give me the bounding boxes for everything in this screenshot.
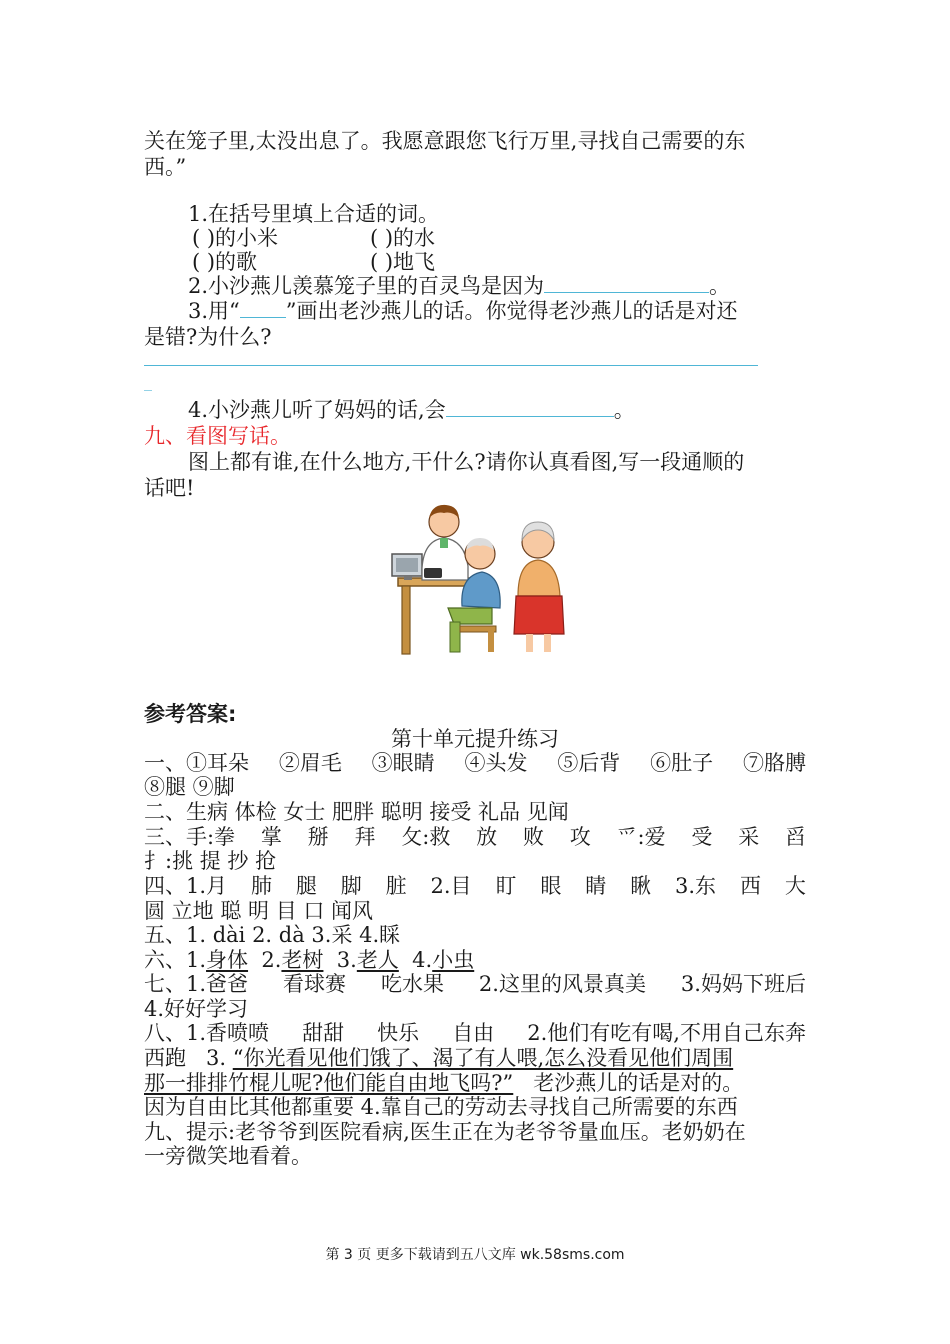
answer-9-word-4: 小虫: [432, 948, 475, 972]
answer-l4-item-3: 拜: [354, 825, 376, 849]
answer-l10-item-2: 吃水果: [380, 972, 444, 996]
question-2: [188, 274, 730, 298]
answer-line-2: ⑧腿 ⑨脚: [144, 775, 235, 799]
answer-line-6: [144, 874, 806, 898]
answer-l6-item-5: 2.目: [430, 874, 472, 898]
answer-line-3: 二、生病 体检 女士 肥胖 聪明 接受 礼品 见闻: [144, 800, 569, 824]
answer-line-15: 因为自由比其他都重要 4.靠自己的劳动去寻找自己所需要的东西: [144, 1095, 738, 1119]
answer-l4-item-2: 掰: [307, 825, 329, 849]
answers-title: 第十单元提升练习: [391, 727, 559, 751]
q3-answer-line-tail: _: [144, 372, 152, 391]
answer-l1-item-2: ③眼睛: [371, 751, 435, 775]
answer-line-5: 扌:挑 提 抄 抢: [144, 849, 277, 873]
question-3-cont: 是错?为什么?: [144, 325, 272, 349]
question-3-text-a: 3.用“: [188, 299, 240, 323]
answer-line-11: 4.好好学习: [144, 997, 249, 1021]
answer-l6-item-0: 四、1.月: [144, 874, 228, 898]
answer-line-13: [144, 1046, 733, 1070]
answer-l4-item-8: 爫:爱: [616, 825, 666, 849]
question-3-text-b: ”画出老沙燕儿的话。你觉得老沙燕儿的话是对还: [285, 299, 738, 323]
answer-row-12-items: [144, 1021, 806, 1045]
answer-line-4: [144, 825, 806, 849]
answer-l6-item-2: 腿: [295, 874, 317, 898]
answer-line-14: [144, 1071, 743, 1095]
answer-9-sep-2: 3.: [323, 948, 357, 972]
answer-l4-item-5: 放: [476, 825, 498, 849]
answers-heading: 参考答案:: [144, 702, 237, 726]
answer-l4-item-6: 败: [522, 825, 544, 849]
answer-line-10: [144, 972, 806, 996]
q2-answer-line[interactable]: [544, 274, 709, 293]
answer-row-1-items: [144, 751, 806, 775]
answer-l10-item-0: 七、1.爸爸: [144, 972, 249, 996]
answer-row-10-items: [144, 972, 806, 996]
answer-l1-item-0: 一、①耳朵: [144, 751, 249, 775]
answer-13-prefix: 西跑 3.: [144, 1046, 233, 1070]
question-1: 1.在括号里填上合适的词。: [188, 202, 440, 226]
answer-l10-item-1: 看球赛: [283, 972, 346, 996]
q1-blank-b: ( )的水: [370, 226, 436, 250]
answer-l6-item-4: 脏: [385, 874, 407, 898]
answer-l6-item-11: 西: [739, 874, 761, 898]
answer-l6-item-12: 大: [784, 874, 806, 898]
answer-l6-item-3: 脚: [340, 874, 362, 898]
answer-9-word-3: 老人: [356, 948, 399, 972]
answer-l12-item-1: 甜甜: [302, 1021, 345, 1045]
answer-line-7: 圆 立地 聪 明 目 口 闻风: [144, 899, 374, 923]
passage-line-1: 关在笼子里,太没出息了。我愿意跟您飞行万里,寻找自己需要的东: [144, 129, 746, 153]
answer-line-12: [144, 1021, 806, 1045]
answer-l4-item-0: 三、手:拳: [144, 825, 236, 849]
answer-9-sep-3: 4.: [398, 948, 433, 972]
q3-answer-line[interactable]: [144, 365, 758, 366]
answer-14-quote: 那一排排竹棍儿呢?他们能自由地飞吗?”: [144, 1071, 514, 1095]
answer-13-quote: “你光看见他们饿了、渴了有人喂,怎么没看见他们周围: [232, 1046, 734, 1070]
q1-blank-a: ( )的小米: [192, 226, 279, 250]
answer-l6-item-6: 盯: [495, 874, 517, 898]
answer-line-16: 九、提示:老爷爷到医院看病,医生正在为老爷爷量血压。老奶奶在: [144, 1120, 746, 1144]
answer-line-17: 一旁微笑地看着。: [144, 1144, 312, 1168]
section-9-prompt-2: 话吧!: [144, 476, 195, 500]
answer-9-word-2: 老树: [281, 948, 324, 972]
answer-l12-item-4: 2.他们有吃有喝,不用自己东奔: [527, 1021, 806, 1045]
passage-line-2: 西。”: [144, 155, 187, 179]
question-3: [188, 299, 738, 323]
answer-row-6-items: [144, 874, 806, 898]
answer-l6-item-9: 瞅: [630, 874, 652, 898]
answer-l6-item-10: 3.东: [675, 874, 717, 898]
answer-line-1: [144, 751, 806, 775]
answer-l12-item-0: 八、1.香喷喷: [144, 1021, 270, 1045]
answer-line-9: [144, 948, 474, 972]
q3-underline-sample: [240, 299, 286, 318]
answer-l1-item-5: ⑥肚子: [650, 751, 714, 775]
answer-l1-item-6: ⑦胳膊: [742, 751, 806, 775]
section-9-prompt-1: 图上都有谁,在什么地方,干什么?请你认真看图,写一段通顺的: [188, 450, 745, 474]
answer-line-8: 五、1. dài 2. dà 3.采 4.睬: [144, 923, 401, 947]
q1-blank-d: ( )地飞: [370, 250, 436, 274]
answer-l1-item-3: ④头发: [464, 751, 528, 775]
answer-l4-item-10: 采: [738, 825, 760, 849]
q4-answer-line[interactable]: [446, 398, 614, 417]
answer-14-rest: 老沙燕儿的话是对的。: [513, 1071, 744, 1095]
answer-l6-item-8: 睛: [585, 874, 607, 898]
answer-9-prefix: 六、1.: [144, 948, 207, 972]
question-2-end: 。: [709, 274, 731, 298]
answer-l4-item-7: 攻: [569, 825, 591, 849]
answer-l12-item-3: 自由: [452, 1021, 495, 1045]
answer-9-word-1: 身体: [206, 948, 249, 972]
answer-9-sep-1: 2.: [248, 948, 282, 972]
doctor-illustration: [388, 496, 566, 656]
answer-l10-item-3: 2.这里的风景真美: [478, 972, 646, 996]
question-2-text: 2.小沙燕儿羡慕笼子里的百灵鸟是因为: [188, 274, 545, 298]
answer-l1-item-1: ②眉毛: [278, 751, 342, 775]
answer-row-4-items: [144, 825, 806, 849]
answer-l4-item-4: 攵:救: [401, 825, 451, 849]
answer-l6-item-7: 眼: [540, 874, 562, 898]
question-4-text: 4.小沙燕儿听了妈妈的话,会: [188, 398, 446, 422]
answer-l10-item-4: 3.妈妈下班后: [680, 972, 806, 996]
answer-l1-item-4: ⑤后背: [557, 751, 621, 775]
answer-l4-item-9: 受: [691, 825, 713, 849]
answer-l4-item-1: 掌: [260, 825, 282, 849]
q1-blank-c: ( )的歌: [192, 250, 258, 274]
answer-l6-item-1: 肺: [250, 874, 272, 898]
question-4: [188, 398, 635, 422]
question-4-end: 。: [613, 398, 635, 422]
section-9-title: 九、看图写话。: [144, 424, 291, 448]
page-footer: 第 3 页 更多下载请到五八文库 wk.58sms.com: [325, 1247, 625, 1263]
answer-l4-item-11: 舀: [785, 825, 806, 849]
answer-l12-item-2: 快乐: [377, 1021, 420, 1045]
